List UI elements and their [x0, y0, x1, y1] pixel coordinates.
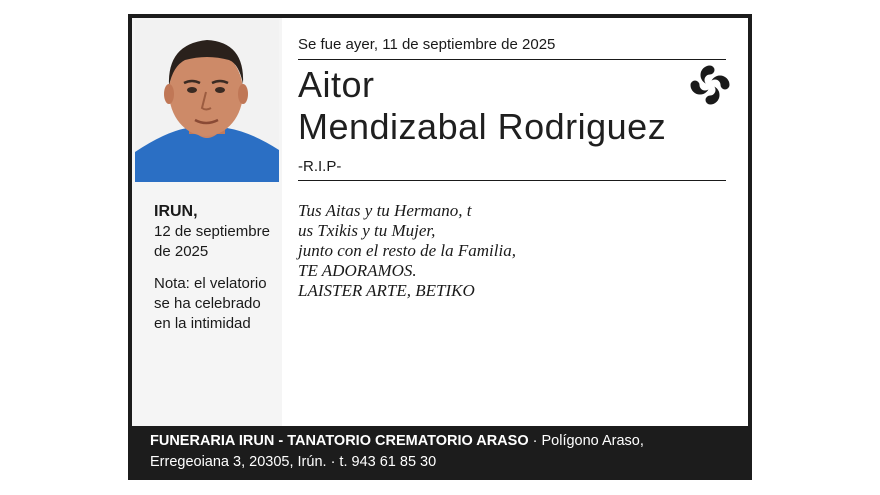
city: IRUN,: [154, 203, 198, 220]
note-line3: en la intimidad: [154, 315, 251, 332]
rip-label: -R.I.P-: [298, 158, 342, 175]
obituary-card: [128, 14, 752, 480]
funeral-date-line2: de 2025: [154, 243, 209, 260]
sidebar: [132, 18, 282, 426]
footer-line2: Erregeoiana 3, 20305, Irún. · t. 943 61 85 30: [150, 454, 437, 470]
funeral-date-line1: 12 de septiembre: [154, 223, 270, 240]
death-date: Se fue ayer, 11 de septiembre de 2025: [298, 36, 556, 53]
portrait-photo: [135, 20, 279, 182]
location-block: [154, 202, 282, 334]
dedication-message: [298, 201, 516, 301]
footer-line1: [150, 431, 748, 452]
message-line: Tus Aitas y tu Hermano, t: [298, 201, 472, 220]
divider-bottom: [298, 180, 726, 181]
message-line: LAISTER ARTE, BETIKO: [298, 281, 475, 300]
message-line: us Txikis y tu Mujer,: [298, 221, 436, 240]
funeral-home-footer: [132, 426, 748, 476]
footer-address-part1: · Polígono Araso,: [528, 433, 644, 449]
surnames: Mendizabal Rodriguez: [298, 106, 667, 147]
funeral-home-name: FUNERARIA IRUN - TANATORIO CREMATORIO ARASO: [150, 433, 529, 449]
note-line1: Nota: el velatorio: [154, 275, 267, 292]
note-line2: se ha celebrado: [154, 295, 261, 312]
message-line: TE ADORAMOS.: [298, 261, 417, 280]
first-name: Aitor: [298, 64, 375, 105]
message-line: junto con el resto de la Familia,: [298, 241, 516, 260]
divider-top: [298, 59, 726, 60]
lauburu-icon: [690, 65, 730, 105]
deceased-name: [298, 64, 666, 148]
